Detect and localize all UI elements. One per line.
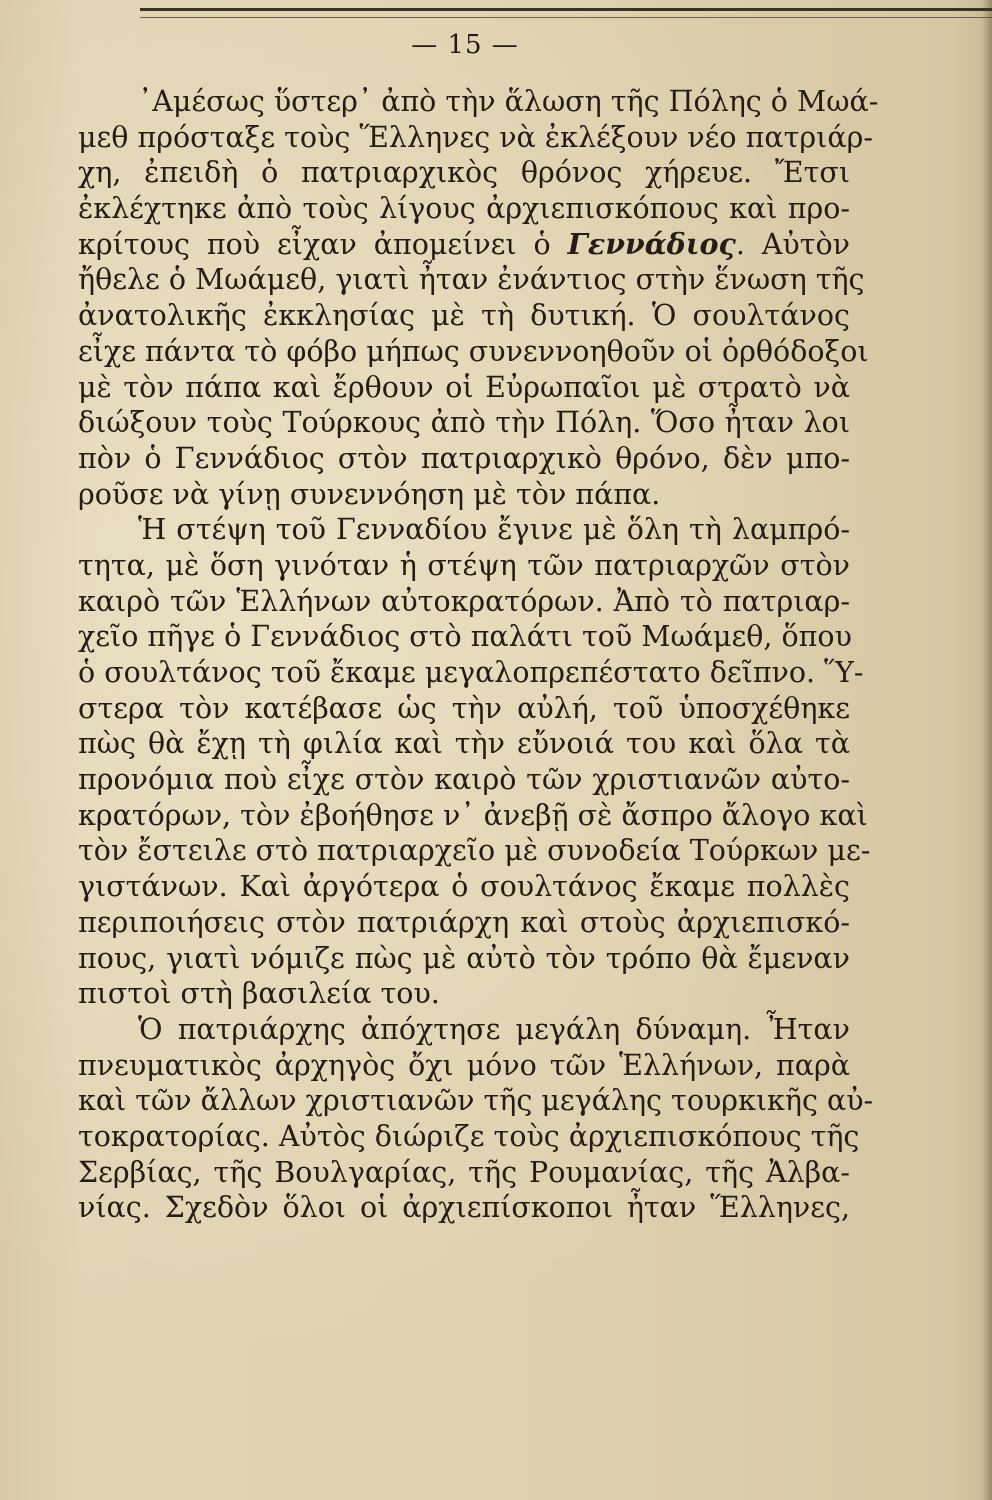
text-line: πιστοὶ στὴ βασιλεία του. [78, 977, 440, 1011]
text-line: ἀνατολικῆς ἐκκλησίας μὲ τὴ δυτική. Ὁ σουλτάνος [78, 299, 850, 333]
text-line: στερα τὸν κατέβασε ὡς τὴν αὐλή, τοῦ ὑποσχέθηκε [78, 691, 850, 725]
text-line: μεθ πρόσταξε τοὺς Ἕλληνες νὰ ἐκλέξουν νέο πατριάρ- [78, 120, 873, 154]
text-line: ροῦσε νὰ γίνῃ συνεννόηση μὲ τὸν πάπα. [78, 477, 661, 511]
text-line: ὁ σουλτάνος τοῦ ἔκαμε μεγαλοπρεπέστατο δεῖπνο. Ὕ- [78, 656, 864, 689]
top-rule [140, 8, 992, 18]
text-line: ᾿Αμέσως ὕστερ᾿ ἀπὸ τὴν ἅλωση τῆς Πόλης ὁ Μωά- [138, 85, 879, 118]
text-line: διώξουν τοὺς Τούρκους ἀπὸ τὴν Πόλη. Ὅσο ἦταν λοι [78, 406, 850, 440]
text-line: πὼς θὰ ἔχῃ τὴ φιλία καὶ τὴν εὔνοιά του καὶ ὅλα τὰ [78, 727, 850, 761]
text-line: Ἡ στέψη τοῦ Γενναδίου ἔγινε μὲ ὅλη τὴ λαμπρό- [138, 513, 850, 547]
text-line: κρατόρων, τὸν ἐβοήθησε ν᾿ ἀνεβῇ σὲ ἄσπρο ἄλογο καὶ [78, 798, 868, 832]
text-line: τοκρατορίας. Αὐτὸς διώριζε τοὺς ἀρχιεπισκόπους τῆς [78, 1119, 860, 1153]
text-line: τὸν ἔστειλε στὸ πατριαρχεῖο μὲ συνοδεία Τούρκων με- [78, 834, 871, 868]
text-line: γιστάνων. Καὶ ἀργότερα ὁ σουλτάνος ἔκαμε πολλὲς [78, 870, 850, 904]
text-line: ἐκλέχτηκε ἀπὸ τοὺς λίγους ἀρχιεπισκόπους καὶ προ- [78, 192, 850, 226]
text-line: Σερβίας, τῆς Βουλγαρίας, τῆς Ρουμανίας, τῆς Ἀλβα- [78, 1155, 850, 1189]
text-line: περιποιήσεις στὸν πατριάρχη καὶ στοὺς ἀρχιεπισκό- [78, 905, 850, 939]
text-line: χεῖο πῆγε ὁ Γεννάδιος στὸ παλάτι τοῦ Μωάμεθ, ὅπου [78, 620, 852, 654]
body-text [78, 84, 879, 1226]
text-line: Ὁ πατριάρχης ἀπόχτησε μεγάλη δύναμη. Ἦταν [138, 1012, 850, 1046]
text-line: πὸν ὁ Γεννάδιος στὸν πατριαρχικὸ θρόνο, δὲν μπο- [78, 441, 850, 475]
text-line: πνευματικὸς ἀρχηγὸς ὄχι μόνο τῶν Ἑλλήνων, παρὰ [78, 1048, 850, 1082]
text-line: πους, γιατὶ νόμιζε πὼς μὲ αὐτὸ τὸν τρόπο θὰ ἔμεναν [78, 941, 850, 975]
text-line: προνόμια ποὺ εἶχε στὸν καιρὸ τῶν χριστιανῶν αὐτο- [78, 763, 850, 797]
page-number: — 15 — [411, 30, 519, 60]
text-line: ἤθελε ὁ Μωάμεθ, γιατὶ ἦταν ἐνάντιος στὴν ἕνωση τῆς [78, 263, 865, 297]
text-line: καὶ τῶν ἄλλων χριστιανῶν τῆς μεγάλης τουρκικῆς αὐ- [78, 1084, 874, 1118]
text-line-start: κρίτους ποὺ εἶχαν ἀπομείνει ὁ [78, 227, 568, 261]
text-line [78, 227, 850, 263]
text-line: εἶχε πάντα τὸ φόβο μήπως συνεννοηθοῦν οἱ ὀρθόδοξοι [78, 334, 869, 368]
text-line-end: . Αὐτὸν [735, 227, 850, 261]
emphasized-name: Γεννάδιος [567, 226, 736, 261]
text-line: νίας. Σχεδὸν ὅλοι οἱ ἀρχιεπίσκοποι ἦταν Ἕλληνες, [78, 1191, 850, 1225]
text-line: μὲ τὸν πάπα καὶ ἔρθουν οἱ Εὐρωπαῖοι μὲ στρατὸ νὰ [78, 370, 850, 404]
text-line: χη, ἐπειδὴ ὁ πατριαρχικὸς θρόνος χήρευε. Ἔτσι [78, 156, 850, 190]
page-edge-shadow [982, 0, 992, 1500]
text-line: καιρὸ τῶν Ἑλλήνων αὐτοκρατόρων. Ἀπὸ τὸ πατριαρ- [78, 584, 850, 618]
text-line: τητα, μὲ ὅση γινόταν ἡ στέψη τῶν πατριαρχῶν στὸν [78, 548, 850, 582]
